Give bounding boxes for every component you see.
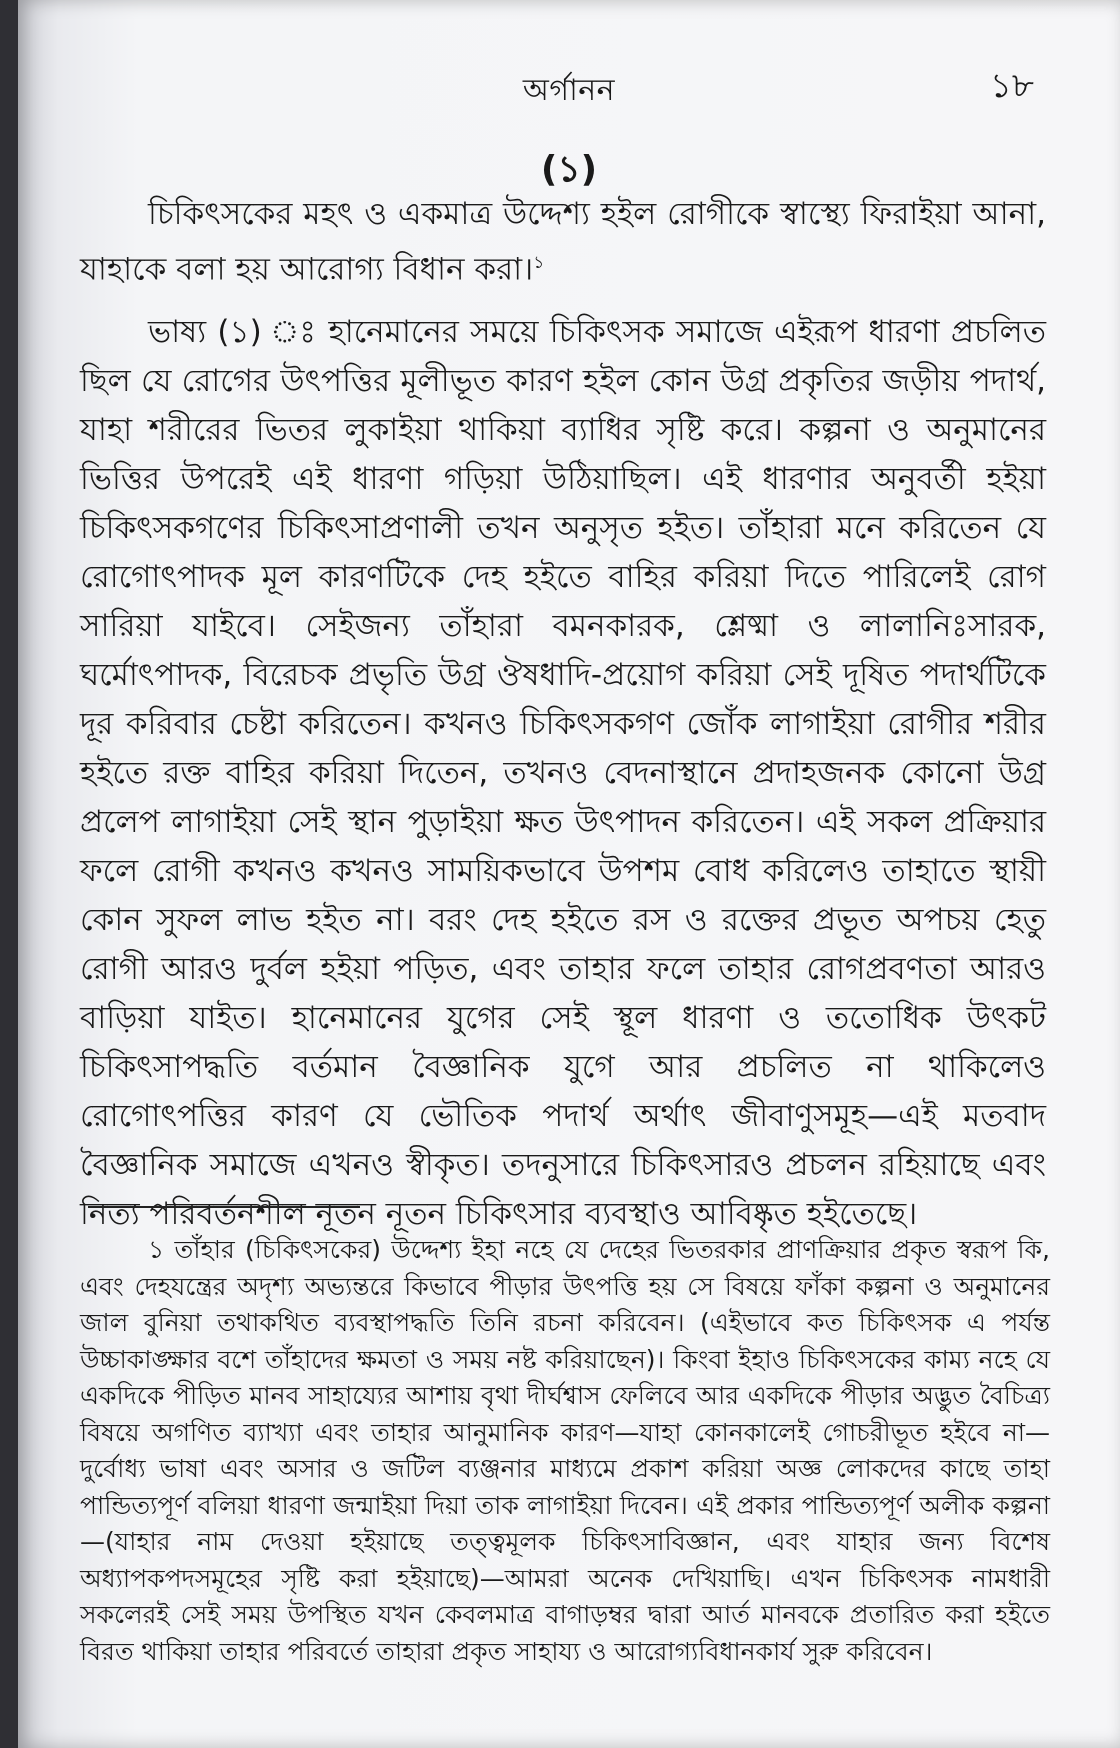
page-number: ১৮ (989, 66, 1034, 106)
commentary-paragraph: ভাষ্য (১) ঃ হানেমানের সময়ে চিকিৎসক সমাজে এইরূপ ধারণা প্রচলিত ছিল যে রোগের উৎপত্তির মূলীভূত কারণ হইল কোন উগ্র প্রকৃতির জড়ীয় পদার্থ, যাহা শরীরের ভিতর লুকাইয়া থাকিয়া ব্যাধির সৃষ্টি করে। কল্পনা ও অনুমানের ভিত্তির উপরেই এই ধারণা গড়িয়া উঠিয়াছিল। এই ধারণার অনুবর্তী হইয়া চিকিৎসকগণের চিকিৎসাপ্রণালী তখন অনুসৃত হইত। তাঁহারা মনে করিতেন যে রোগোৎপাদক মূল কারণটিকে দেহ হইতে বাহির করিয়া দিতে পারিলেই রোগ সারিয়া যাইবে। সেইজন্য তাঁহারা বমনকারক, শ্লেষ্মা ও লালানিঃসারক, ঘর্মোৎপাদক, বিরেচক প্রভৃতি উগ্র ঔষধাদি-প্রয়োগ করিয়া সেই দূষিত পদার্থটিকে দূর করিবার চেষ্টা করিতেন। কখনও চিকিৎসকগণ জোঁক লাগাইয়া রোগীর শরীর হইতে রক্ত বাহির করিয়া দিতেন, তখনও বেদনাস্থানে প্রদাহজনক কোনো উগ্র প্রলেপ লাগাইয়া সেই স্থান পুড়াইয়া ক্ষত উৎপাদন করিতেন। এই সকল প্রক্রিয়ার ফলে রোগী কখনও কখনও সাময়িকভাবে উপশম বোধ করিলেও তাহাতে স্থায়ী কোন সুফল লাভ হইত না। বরং দেহ হইতে রস ও রক্তের প্রভূত অপচয় হেতু রোগী আরও দুর্বল হইয়া পড়িত, এবং তাহার ফলে তাহার রোগপ্রবণতা আরও বাড়িয়া যাইত। হানেমানের যুগের সেই স্থূল ধারণা ও ততোধিক উৎকট চিকিৎসাপদ্ধতি বর্তমান বৈজ্ঞানিক যুগে আর প্রচলিত না থাকিলেও রোগোৎপত্তির কারণ যে ভৌতিক পদার্থ অর্থাৎ জীবাণুসমূহ—এই মতবাদ বৈজ্ঞানিক সমাজে এখনও স্বীকৃত। তদনুসারে চিকিৎসারও প্রচলন রহিয়াছে এবং নিত্য পরিবর্তনশীল নূতন নূতন চিকিৎসার ব্যবস্থাও আবিষ্কৃত হইতেছে। (80, 314, 1046, 1233)
running-title: অর্গানন (522, 73, 616, 108)
book-page (18, 0, 1120, 1748)
footnote-marker: ১ (533, 253, 545, 273)
aphorism-number: (১) (540, 149, 598, 190)
aphorism-paragraph (80, 190, 1046, 294)
main-text (80, 190, 1046, 1239)
footnote (80, 1232, 1050, 1670)
aphorism-text: চিকিৎসকের মহৎ ও একমাত্র উদ্দেশ্য হইল রোগীকে স্বাস্থ্যে ফিরাইয়া আনা, যাহাকে বলা হয় আরোগ্য বিধান করা। (80, 196, 1046, 288)
footnote-text: ১ তাঁহার (চিকিৎসকের) উদ্দেশ্য ইহা নহে যে দেহের ভিতরকার প্রাণক্রিয়ার প্রকৃত স্বরূপ কি, এবং দেহযন্ত্রের অদৃশ্য অভ্যন্তরে কিভাবে পীড়ার উৎপত্তি হয় সে বিষয়ে ফাঁকা কল্পনা ও অনুমানের জাল বুনিয়া তথাকথিত ব্যবস্থাপদ্ধতি তিনি রচনা করিবেন। (এইভাবে কত চিকিৎসক এ পর্যন্ত উচ্চাকাঙ্ক্ষার বশে তাঁহাদের ক্ষমতা ও সময় নষ্ট করিয়াছেন)। কিংবা ইহাও চিকিৎসকের কাম্য নহে যে একদিকে পীড়িত মানব সাহায্যের আশায় বৃথা দীর্ঘশ্বাস ফেলিবে আর একদিকে পীড়ার অদ্ভুত বৈচিত্র্য বিষয়ে অগণিত ব্যাখ্যা এবং তাহার আনুমানিক কারণ—যাহা কোনকালেই গোচরীভূত হইবে না—দুর্বোধ্য ভাষা এবং অসার ও জটিল ব্যঞ্জনার মাধ্যমে প্রকাশ করিয়া অজ্ঞ লোকদের কাছে তাহা পান্ডিত্যপূর্ণ বলিয়া ধারণা জন্মাইয়া দিয়া তাক লাগাইয়া দিবেন। এই প্রকার পান্ডিত্যপূর্ণ অলীক কল্পনা—(যাহার নাম দেওয়া হইয়াছে তত্ত্বমূলক চিকিৎসাবিজ্ঞান, এবং যাহার জন্য বিশেষ অধ্যাপকপদসমূহের সৃষ্টি করা হইয়াছে)—আমরা অনেক দেখিয়াছি। এখন চিকিৎসক নামধারী সকলেরই সেই সময় উপস্থিত যখন কেবলমাত্র বাগাড়ম্বর দ্বারা আর্ত মানবকে প্রতারিত করা হইতে বিরত থাকিয়া তাহার পরিবর্তে তাহারা প্রকৃত সাহায্য ও আরোগ্যবিধানকার্য সুরু করিবেন। (80, 1235, 1050, 1666)
footnote-separator (88, 1206, 360, 1208)
